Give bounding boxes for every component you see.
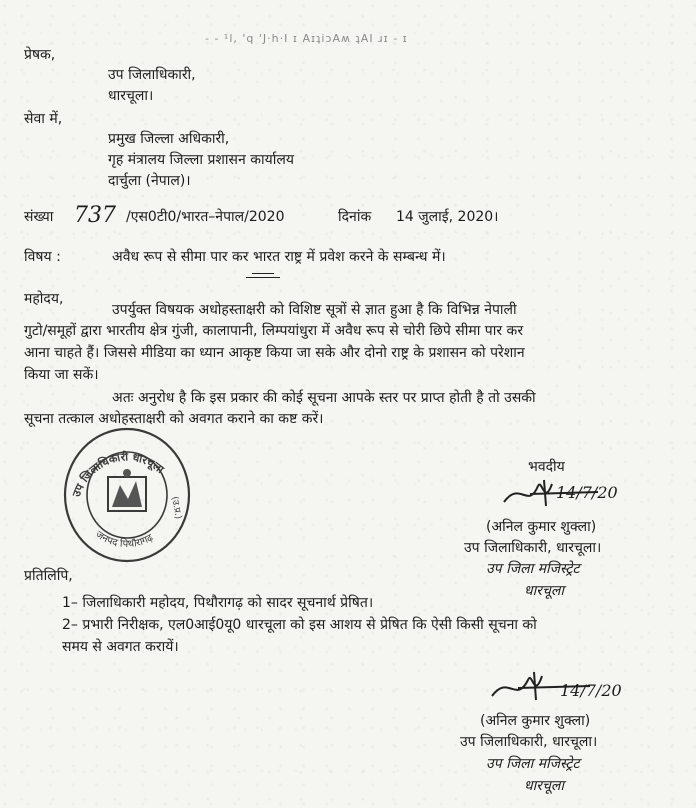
body-para2-line1: अतः अनुरोध है कि इस प्रकार की कोई सूचना आपके स्तर पर प्राप्त होती है तो उसकी — [112, 390, 536, 406]
sender-place: धारचूला। — [108, 88, 154, 104]
signatory-2-name: (अनिल कुमार शुक्ला) — [480, 713, 591, 729]
subject-text: अवैध रूप से सीमा पार कर भारत राष्ट्र में प्रवेश करने के सम्बन्ध में। — [112, 249, 446, 265]
signatory-2-magistrate: उप जिला मजिस्ट्रेट — [486, 756, 580, 772]
copy-item-2-line2: समय से अवगत करायें। — [62, 639, 179, 655]
body-para1-line3: आना चाहते हैं। जिससे मीडिया का ध्यान आकृष्ट किया जा सके और दोनो राष्ट्र के प्रशासन को परेशान — [24, 345, 525, 361]
reference-prefix: संख्या — [24, 209, 54, 225]
copy-item-1: 1– जिलाधिकारी महोदय, पिथौरागढ़ को सादर सूचनार्थ प्रेषित। — [62, 595, 374, 611]
stamp-bottom-text: जनपद पिथौरागढ़ — [93, 529, 156, 551]
body-para2-line2: सूचना तत्काल अधोहस्ताक्षरी को अवगत कराने का कष्ट करें। — [24, 411, 324, 427]
office-seal-stamp — [60, 425, 194, 565]
reference-number: 737 — [74, 203, 116, 228]
recipient-designation: प्रमुख जिल्ला अधिकारी, — [108, 131, 230, 147]
signatory-2-designation: उप जिलाधिकारी, धारचूला। — [460, 734, 598, 750]
reference-date: 14 जुलाई, 2020। — [396, 209, 499, 225]
body-para1-line2: गुटो/समूहों द्वारा भारतीय क्षेत्र गुंजी, कालापानी, लिम्पयांधुरा में अवैध रूप से चोरी छिपे सीमा पार कर — [24, 323, 524, 339]
subject-underline-1 — [252, 273, 274, 274]
recipient-label: सेवा में, — [24, 111, 63, 127]
recipient-place: दार्चुला (नेपाल)। — [108, 173, 191, 189]
signature-date-2: 14/7/20 — [560, 681, 622, 700]
reference-code: /एस0टी0/भारत–नेपाल/2020 — [126, 209, 285, 225]
signatory-2-place: धारचूला — [524, 778, 564, 794]
faint-header-noise: - - ¹l, 'q 'J·h·I ɪ AɪʇiɔAʍ ʇAI ɹɪ - ɪ — [205, 32, 408, 45]
copy-label: प्रतिलिपि, — [24, 568, 73, 584]
emblem-icon — [108, 469, 146, 511]
sender-designation: उप जिलाधिकारी, — [108, 67, 196, 83]
subject-underline-2 — [246, 277, 280, 278]
stamp-top-text: उप जिलाधिकारी धारचूला — [69, 450, 167, 499]
reference-date-label: दिनांक — [338, 209, 372, 225]
salutation: महोदय, — [24, 291, 64, 307]
sender-label: प्रेषक, — [24, 47, 56, 63]
signatory-designation: उप जिलाधिकारी, धारचूला। — [464, 540, 602, 556]
closing: भवदीय — [528, 459, 565, 475]
subject-label: विषय : — [24, 249, 61, 265]
stamp-right-text: (उ.प्र.) — [169, 495, 183, 520]
recipient-office: गृह मंत्रालय जिल्ला प्रशासन कार्यालय — [108, 152, 294, 168]
signature-date: 14/7/20 — [556, 483, 618, 502]
signatory-magistrate: उप जिला मजिस्ट्रेट — [486, 561, 580, 577]
body-para1-line4: किया जा सकें। — [24, 367, 99, 383]
body-para1-line1: उपर्युक्त विषयक अधोहस्ताक्षरी को विशिष्ट सूत्रों से ज्ञात हुआ है कि विभिन्न नेपाली — [112, 302, 517, 318]
signatory-place: धारचूला — [524, 583, 564, 599]
signatory-name: (अनिल कुमार शुक्ला) — [486, 519, 597, 535]
copy-item-2-line1: 2– प्रभारी निरीक्षक, एल0आई0यू0 धारचूला को इस आशय से प्रेषित कि ऐसी किसी सूचना को — [62, 617, 537, 633]
